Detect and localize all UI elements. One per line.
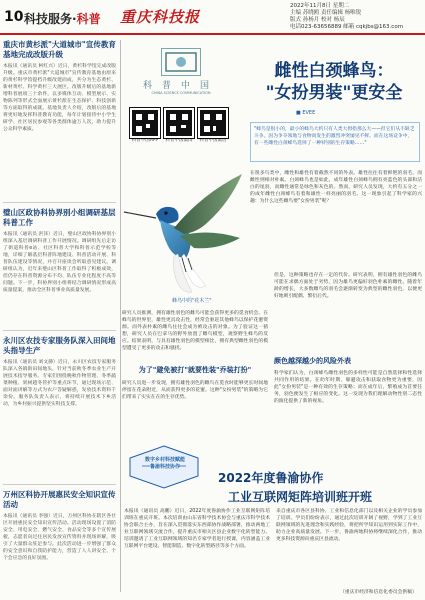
header-editor: 主编 苏晓鸥 责任编辑 杨唯锐 xyxy=(290,10,362,16)
page-header xyxy=(0,0,425,33)
stamp-line1: 数字乡村科技赋能 xyxy=(144,457,185,463)
headline-line2: "女扮男装"更安全 xyxy=(265,83,403,103)
qr-label: 科普中国APP xyxy=(131,138,159,143)
qr-weixin xyxy=(198,108,228,144)
bottom-headline-2: 工业互联网矩阵培训班开班 xyxy=(228,490,373,504)
col3-text-b: 科学家们认为，白颈蜂鸟雌性羽色的多样性可能是自然选择和性选择共同作用的结果。在幼年时期，躲避攻击和获取食物更为重要，因此"女扮男装"是一种有效的生存策略；而在成年后，繁殖成为首要任务，羽色便发生了相应的变化。这一发现为我们理解动物性别二态性的演化提供了新的视角。 xyxy=(274,371,422,404)
logo-subtext: CHINA SCIENCE COMMUNICATION xyxy=(151,91,211,95)
qr-codes xyxy=(130,108,240,144)
left-article-1 xyxy=(3,40,116,173)
feature-intro: "蜂鸟是很小的，最小的蜂鸟大约只有人类大拇指那么大——但它们从不缺乏斗争。因为争夺领地与食物而发生的激烈冲突屡见不鲜。而在这场竞争中，有一些雌性白颈蜂鸟选择了一种特别的生存策略……" xyxy=(250,122,420,162)
bottom-body-left: 本报讯（通讯员 高鹏）近日，2022年度鲁渝协作工业互联网矩阵培训班在重庆开班。本次培训由山东省科学技术协会与重庆市科学技术协会联合主办，旨在深入贯彻落实东西部协作战略部署，推动两地工业互联网领域交流合作，提升重庆市相关区县企业数字化转型能力。培训邀请了工业互联网领域的知名专家学者进行授课，内容涵盖工业互联网平台建设、智能制造、数字化转型路径等多个方面。 xyxy=(124,509,270,549)
header-layout: 版式 孙杨月 校对 杨辰 xyxy=(290,17,345,23)
col3-subhead: 颜色越深越少的风险外表 xyxy=(274,357,351,365)
logo-mark-icon xyxy=(161,48,201,76)
stamp-text xyxy=(134,457,196,471)
qr-code-icon xyxy=(130,108,160,138)
section-prefix: 科技服务 xyxy=(24,12,73,26)
divider xyxy=(3,202,116,203)
left-article-4 xyxy=(3,490,116,599)
header-date: 2022年11月8日 星期二 xyxy=(290,3,350,9)
article-body: 本报讯（通讯员 洪泽）近日，璧山区政协科协界别小组深入基层调研科普工作开展情况。调研组先后走访了街道科普e站、社区科普大学和科普示范学校等地，详细了解基层科普阵地建设、科普活动开展、科普队伍建设等情况，并召开座谈会听取意见建议。调研组认为，近年来璧山区科普工作取得了积极成效，但仍存在科普资源分布不均、队伍专业化程度不高等问题。下一步，科协界别小组将结合调研情况形成高质量提案，推动全区科普事业高质量发展。 xyxy=(3,232,116,293)
col2-subhead: 为了"避免被打"就要性装"乔装打扮" xyxy=(138,366,252,374)
article-body: 本报讯（通讯员 柯红兴）近日，黄杉科学馆完成改版升级。重庆市黄杉派"大道城市"宣传教育基地由原来的黄杉科学馆提档升级改建而成，共分为生态黄杉、新材黄杉、科学黄杉三大展区。改版升级后的基地新增科普展项三十余件，以多媒体互动、模型展示、实物陈列等形式全面展示黄杉派在生态保护、科技创新等方面取得的成就。基地负责人介绍，改版后的基地将更好地发挥科普教育功能，每年计划接待中小学生研学、社区居民参观等各类群体逾万人次，助力提升公众科学素质。 xyxy=(3,64,116,132)
feature-column-3 xyxy=(274,272,422,440)
article-headline: 万州区科协开展惠民安全知识宣传活动 xyxy=(3,490,116,509)
header-rule xyxy=(0,33,425,35)
article-headline: 璧山区政协科协界别小组调研基层科普工作 xyxy=(3,208,116,227)
page-number: 10 xyxy=(4,9,24,25)
column-rule xyxy=(120,40,121,592)
bottom-body-right: 来自重庆市各区县科协、工业和信息化部门以及相关企业的学员参加了培训。学员们纷纷表示，通过此次培训开阔了视野，学到了工业互联网领域的先进理念和实践经验，将把所学知识运用到实际工作中，助力企业高质量发展。下一步，鲁渝两地科协将继续深化合作，推动更多科技资源向重庆区县流动。 xyxy=(276,509,422,542)
divider xyxy=(3,330,116,331)
section-suffix: 科普 xyxy=(76,12,101,26)
qr-label: 科普中国微博 xyxy=(165,138,193,143)
hummingbird-illustration xyxy=(122,154,250,310)
feature-headline xyxy=(248,60,420,104)
col3-text: 但是，这种策略也存在一定的代价。研究表明，拥有雄性羽色的雌鸟可能在求偶方面处于劣势，因为雄鸟更偏好羽色朴素的雌性。随着年龄的增长，大多数雌鸟的羽毛会逐渐转变为典型的雌性羽色，以便更好地吸引配偶、繁衍后代。 xyxy=(274,273,422,299)
qr-code-icon xyxy=(198,108,228,138)
article-body: 本报讯（通讯员 刘文静）近日，永川区农技专家服务队深入各镇街田间地头，针对当前秋冬季农业生产开展技术指导服务。专家们围绕晚秋作物管理、冬季蔬菜种植、果树越冬管护等重点环节，通过现场示范、面对面讲解等方式为农户答疑解惑，发放技术资料千余份。服务队负责人表示，将持续开展技术下乡活动，为乡村振兴提供坚实科技支撑。 xyxy=(3,360,116,407)
section-name: 科技服务·科普 xyxy=(24,12,101,26)
qr-label: 科普中国微信 xyxy=(199,138,227,143)
bottom-source: （重庆市经济和信息化委员会供稿） xyxy=(340,590,417,595)
headline-line1: 雌性白颈蜂鸟： xyxy=(274,61,394,81)
masthead: 重庆科技报 xyxy=(120,8,201,26)
article-headline: 永川区农技专家服务队深入田间地头指导生产 xyxy=(3,336,116,355)
left-article-2 xyxy=(3,208,116,331)
col2-text: 研究人员推测，拥有雄性羽色的雌鸟可能会获得更多的觅食机会。在蜂鸟的世界里，雄性更具攻击性，经常会驱赶其他蜂鸟以保护花蜜资源。而外表朴素的雌鸟往往会成为被攻击的对象。为了验证这一猜想，研究人员在巴拿马的野外放置了雌鸟模型，观察野生蜂鸟的反应。结果表明，与具有雄性羽色的模型相比，拥有典型雌性羽色的模型遭受了更多的攻击和骚扰。 xyxy=(122,311,268,351)
feature-body: 在很多鸟类中，雌性和雄性有着截然不同的外表。雄性往往有着鲜艳的羽毛，而雌性则相对朴素。白颈蜂鸟也是如此，成年雄性白颈蜂鸟拥有亮蓝色的头部和洁白的尾羽，而雌性通常是绿色和灰色的。然而，研究人员发现，大约有五分之一的成年雌性白颈蜂鸟有着和雄性一样亮丽的羽毛。这一现象引起了科学家的兴趣：为什么这些雌鸟要"女扮男装"呢？ xyxy=(250,171,422,204)
header-info xyxy=(290,3,420,31)
bottom-headline-1: 2022年度鲁渝协作 xyxy=(218,471,324,485)
source-tag: ■ EVEE xyxy=(296,110,316,116)
article-body: 本报讯（通讯员 李强）近日，万州区科协在辖区各社区开展惠民安全知识宣传活动。活动现场设置了消防安全、用电安全、燃气安全、食品安全等多个宣传展板，志愿者向过往居民发放宣传资料并现场讲解，吸引了大量群众驻足参与。此次活动进一步增强了群众的安全意识和自我防护能力，营造了人人讲安全、个个会应急的良好氛围。 xyxy=(3,514,116,561)
qr-code-icon xyxy=(164,108,194,138)
stamp-line2: 鲁渝科技协作 xyxy=(149,464,180,470)
logo-text: 科普中国 xyxy=(142,81,219,91)
kepu-logo xyxy=(130,48,232,95)
qr-weibo xyxy=(164,108,194,144)
divider xyxy=(3,484,116,485)
feature-column-2 xyxy=(122,310,268,436)
article-headline: 重庆市黄杉派"大道城市"宣传教育基地完成改版升级 xyxy=(3,40,116,59)
qr-app xyxy=(130,108,160,144)
left-article-3 xyxy=(3,336,116,484)
col2-text-b: 研究人员进一步发现，拥有雄性羽色的雌鸟在觅食时能够更长时间地停留在花朵附近，从而获得更多的花蜜。这种"女扮男装"的策略为它们带来了实实在在的生存优势。 xyxy=(122,381,268,400)
header-contact: 电话023-63656889 邮箱 cqkjbs@163.com xyxy=(290,24,404,30)
bird-caption: 蜂鸟中的"花木兰" xyxy=(172,298,212,304)
